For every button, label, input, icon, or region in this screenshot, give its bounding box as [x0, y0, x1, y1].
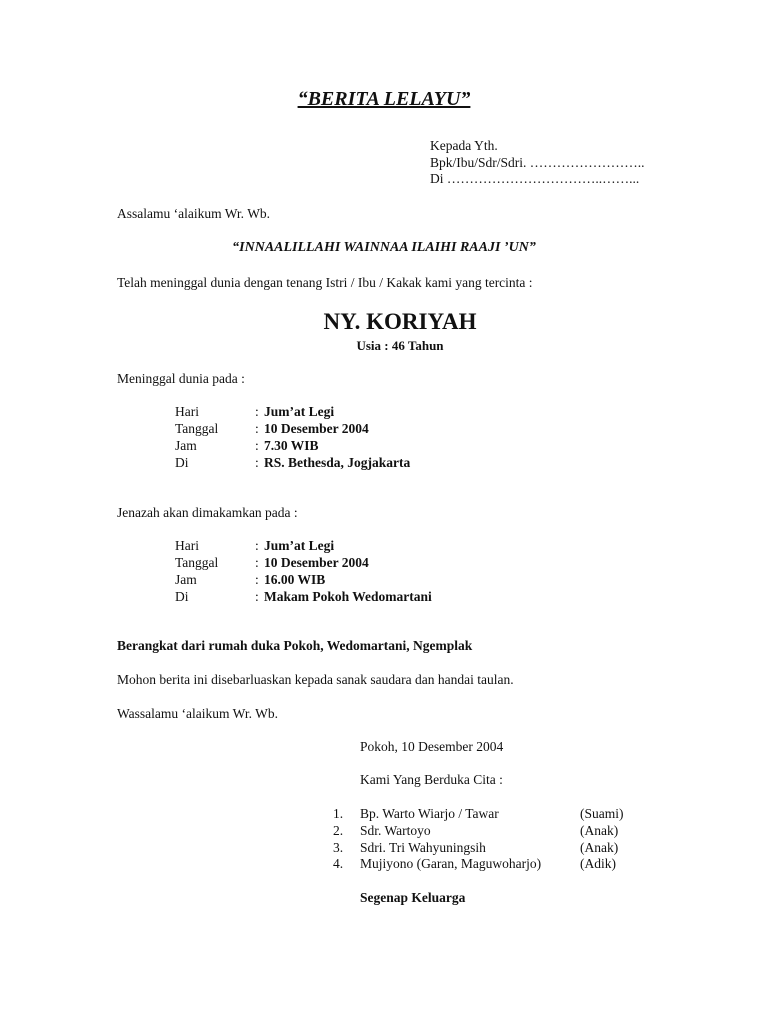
burial-heading: Jenazah akan dimakamkan pada :	[117, 505, 298, 520]
detail-row	[175, 454, 410, 471]
family-member-name: Bp. Warto Wiarjo / Tawar	[360, 806, 499, 821]
family-member-name: Sdr. Wartoyo	[360, 822, 431, 838]
family-member-name: Sdri. Tri Wahyuningsih	[360, 839, 486, 855]
addressee-line-2: Bpk/Ibu/Sdr/Sdri. ……………………..	[430, 154, 645, 170]
signature: Segenap Keluarga	[360, 890, 466, 905]
detail-label: Tanggal	[175, 555, 219, 570]
detail-label: Di	[175, 455, 189, 470]
family-relation: (Anak)	[580, 822, 619, 838]
document-title: “BERITA LELAYU”	[297, 88, 471, 110]
detail-value: Makam Pokoh Wedomartani	[264, 589, 432, 604]
family-member-name: Mujiyono (Garan, Maguwoharjo)	[360, 856, 542, 872]
list-number: 4.	[333, 856, 344, 872]
request-text: Mohon berita ini disebarluaskan kepada sanak saudara dan handai taulan.	[117, 672, 514, 687]
detail-label: Tanggal	[175, 421, 219, 436]
announcement-text: Telah meninggal dunia dengan tenang Istri / Ibu / Kakak kami yang tercinta :	[117, 275, 533, 290]
list-number: 3.	[333, 839, 344, 855]
detail-separator: :	[255, 421, 259, 436]
death-heading: Meninggal dunia pada :	[117, 371, 245, 386]
family-relation: (Suami)	[580, 806, 624, 821]
detail-label: Hari	[175, 538, 199, 553]
detail-separator: :	[255, 438, 259, 453]
greeting: Assalamu ‘alaikum Wr. Wb.	[117, 206, 271, 221]
detail-label: Di	[175, 589, 189, 604]
detail-row	[175, 588, 432, 605]
detail-label: Hari	[175, 404, 199, 419]
addressee-line-3: Di ……………………………..……...	[430, 171, 640, 186]
family-relation: (Adik)	[580, 856, 616, 872]
family-relation: (Anak)	[580, 839, 619, 855]
list-item	[333, 823, 624, 840]
detail-separator: :	[255, 538, 259, 553]
detail-row	[175, 571, 432, 588]
detail-value: 10 Desember 2004	[264, 421, 369, 436]
detail-value: Jum’at Legi	[264, 404, 335, 419]
death-details	[175, 403, 410, 471]
detail-row	[175, 437, 410, 454]
detail-separator: :	[255, 555, 259, 570]
mourners-heading: Kami Yang Berduka Cita :	[360, 772, 503, 787]
detail-value: 7.30 WIB	[264, 438, 319, 453]
departure-note: Berangkat dari rumah duka Pokoh, Wedomartani, Ngemplak	[117, 638, 473, 653]
deceased-age: Usia : 46 Tahun	[356, 338, 444, 353]
addressee-block	[430, 138, 645, 188]
detail-separator: :	[255, 589, 259, 604]
list-number: 2.	[333, 822, 344, 838]
detail-row	[175, 554, 432, 571]
detail-value: 16.00 WIB	[264, 572, 326, 587]
burial-details	[175, 537, 432, 605]
innaa-lillahi-phrase: “INNAALILLAHI WAINNAA ILAIHI RAAJI ’UN”	[232, 240, 536, 255]
detail-label: Jam	[175, 438, 197, 453]
list-item	[333, 840, 624, 857]
list-item	[333, 856, 624, 873]
detail-row	[175, 403, 410, 420]
detail-label: Jam	[175, 572, 197, 587]
deceased-name: NY. KORIYAH	[323, 309, 477, 334]
list-number: 1.	[333, 806, 344, 821]
place-date: Pokoh, 10 Desember 2004	[360, 739, 504, 754]
detail-value: RS. Bethesda, Jogjakarta	[264, 455, 411, 470]
detail-separator: :	[255, 404, 259, 419]
detail-row	[175, 537, 432, 554]
detail-value: 10 Desember 2004	[264, 555, 369, 570]
detail-row	[175, 420, 410, 437]
closing-greeting: Wassalamu ‘alaikum Wr. Wb.	[117, 706, 278, 721]
detail-separator: :	[255, 572, 259, 587]
addressee-line-1: Kepada Yth.	[430, 138, 498, 153]
family-list	[333, 806, 624, 873]
detail-value: Jum’at Legi	[264, 538, 335, 553]
list-item	[333, 806, 624, 823]
detail-separator: :	[255, 455, 259, 470]
